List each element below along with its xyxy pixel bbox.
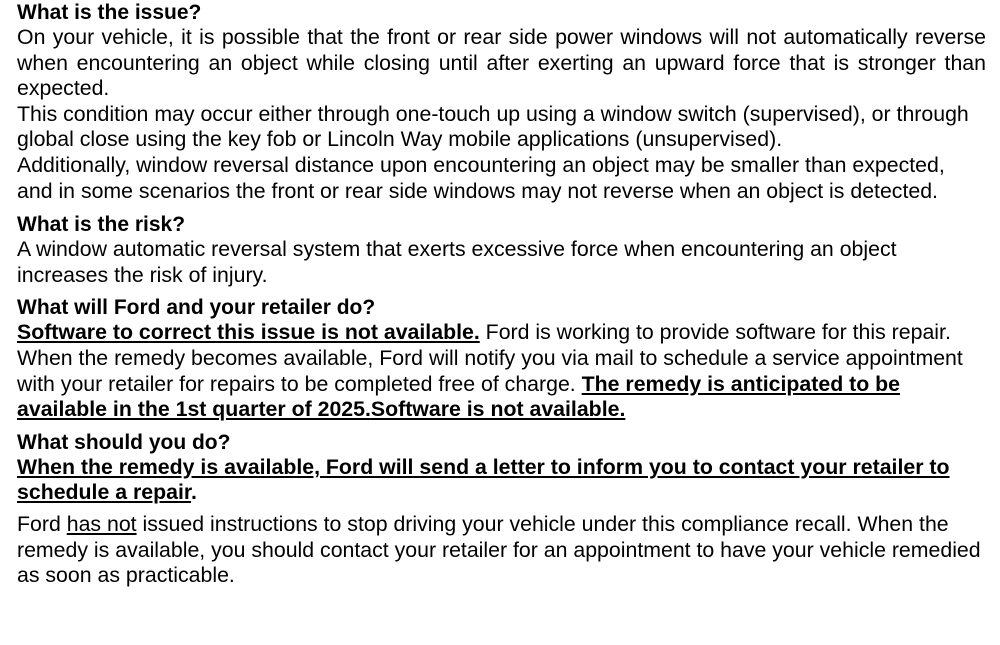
heading-ford-action: What will Ford and your retailer do?	[17, 296, 376, 320]
remedy-anticipated-notice: The remedy is anticipated to be available in the 1st quarter of 2025.	[17, 371, 900, 422]
driving-text-start: Ford	[17, 511, 67, 536]
risk-paragraph: A window automatic reversal system that exerts excessive force when encountering an object increases the risk of injury.	[17, 237, 897, 287]
heading-risk: What is the risk?	[17, 213, 186, 237]
section-issue	[17, 0, 986, 204]
heading-issue: What is the issue?	[17, 1, 202, 24]
letter-notice: When the remedy is available, Ford will send a letter to inform you to contact your retailer to schedule a repair	[17, 454, 950, 505]
letter-paragraph	[17, 455, 986, 506]
driving-text-end: issued instructions to stop driving your vehicle under this compliance recall. When the remedy is available, you should contact your retailer for an appointment to have your vehicle remedied as soon as practicable.	[17, 511, 981, 588]
issue-paragraph-3: Additionally, window reversal distance upon encountering an object may be smaller than expected, and in some scenarios the front or rear side windows may not reverse when an object is detected.	[17, 152, 945, 203]
ford-action-paragraph	[17, 320, 986, 422]
heading-what-to-do: What should you do?	[17, 430, 231, 454]
ford-action-text: Ford is working to provide software for this repair. When the remedy becomes available, Ford will notify you via mail to schedule a service appointment with your retailer for repairs to be completed free of charge.	[17, 320, 963, 396]
software-not-available-notice-2: Software is not available.	[370, 397, 626, 422]
driving-instructions-paragraph	[17, 512, 986, 589]
section-risk	[17, 213, 986, 288]
issue-paragraph-1: On your vehicle, it is possible that the front or rear side power windows will not automatically reverse when encountering an object while closing until after exerting an upward force that is stronger than expected.	[17, 25, 986, 101]
letter-period: .	[191, 480, 197, 505]
issue-paragraph-2: This condition may occur either through one-touch up using a window switch (supervised), or through global close using the key fob or Lincoln Way mobile applications (unsupervised).	[17, 101, 969, 152]
section-what-to-do	[17, 431, 986, 589]
software-not-available-notice: Software to correct this issue is not available.	[17, 320, 480, 345]
has-not-emphasis: has not	[66, 511, 137, 536]
section-ford-action	[17, 296, 986, 422]
